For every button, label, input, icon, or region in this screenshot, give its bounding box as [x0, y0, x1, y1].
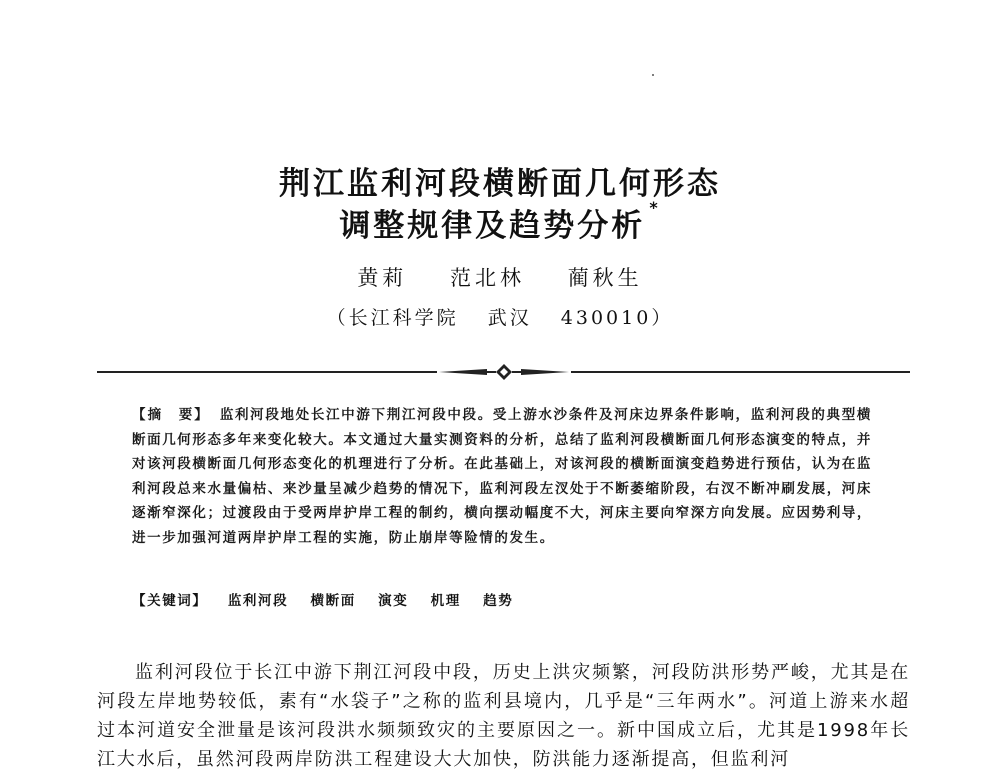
body-paragraph: 监利河段位于长江中游下荆江河段中段，历史上洪灾频繁，河段防洪形势严峻，尤其是在河段左岸地势较低，素有“水袋子”之称的监利县境内，几乎是“三年两水”。河道上游来水超过本河道安全泄量是该河段洪水频频致灾的主要原因之一。新中国成立后，尤其是1998年长江大水后，虽然河段两岸防洪工程建设大大加快，防洪能力逐渐提高，但监利河: [97, 662, 910, 770]
affiliation-institution: （长江科学院: [326, 307, 459, 329]
keyword: 监利河段: [227, 593, 289, 609]
affiliation-postcode: 430010）: [560, 307, 674, 329]
paper-title-line-2: [0, 200, 1000, 245]
title-line-2-text: 调整规律及趋势分析: [339, 208, 646, 244]
title-line-1-text: 荆江监利河段横断面几何形态: [279, 166, 721, 202]
keyword: 机理: [430, 593, 461, 609]
author-name: 蔺秋生: [567, 266, 643, 290]
author-name: 黄莉: [357, 266, 408, 290]
abstract-label: 【摘 要】: [132, 407, 210, 423]
keyword: 横断面: [310, 593, 356, 609]
affiliation: [0, 303, 1000, 330]
divider-ornament-icon: [437, 363, 571, 381]
keywords-block: [132, 589, 872, 609]
keyword: 演变: [378, 593, 409, 609]
keyword: 趋势: [483, 593, 514, 609]
affiliation-city: 武汉: [487, 307, 532, 329]
abstract-block: [132, 403, 872, 550]
abstract-text: 监利河段地处长江中游下荆江河段中段。受上游水沙条件及河床边界条件影响，监利河段的典型横断面几何形态多年来变化较大。本文通过大量实测资料的分析，总结了监利河段横断面几何形态演变的特点，并对该河段横断面几何形态变化的机理进行了分析。在此基础上，对该河段的横断面演变趋势进行预估，认为在监利河段总来水量偏枯、来沙量呈减少趋势的情况下，监利河段左汊处于不断萎缩阶段，右汊不断冲刷发展，河床逐渐窄深化；过渡段由于受两岸护岸工程的制约，横向摆动幅度不大，河床主要向窄深方向发展。应因势利导，进一步加强河道两岸护岸工程的实施，防止崩岸等险情的发生。: [132, 407, 872, 546]
speck-mark: [652, 74, 654, 76]
paper-title-line-1: [0, 158, 1000, 203]
author-list: [0, 262, 1000, 292]
title-footnote-mark: *: [649, 198, 661, 217]
keywords-label: 【关键词】: [132, 593, 208, 609]
author-name: 范北林: [450, 266, 525, 290]
